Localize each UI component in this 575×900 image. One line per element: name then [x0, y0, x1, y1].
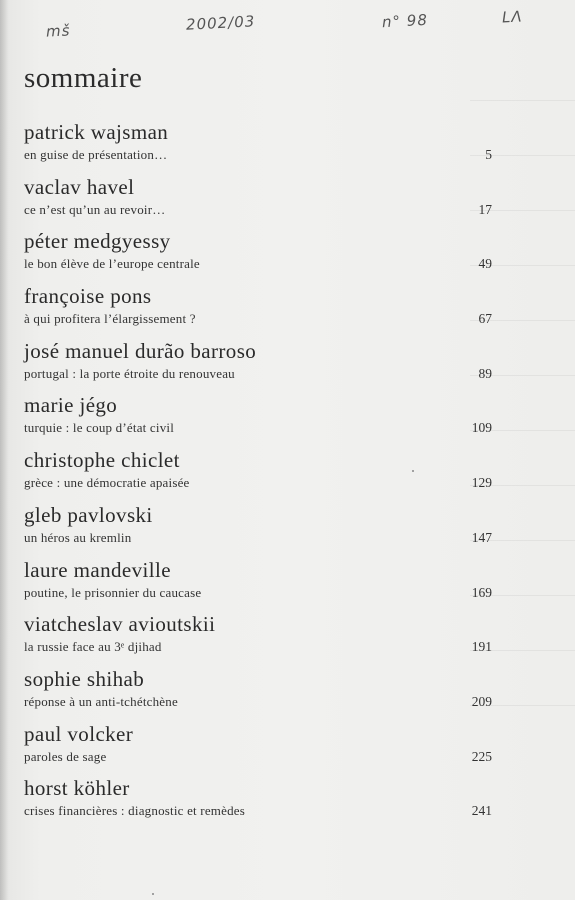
toc-entry	[24, 339, 492, 394]
toc-entry	[24, 229, 492, 284]
handwritten-mark-left: mš	[45, 21, 71, 41]
toc-article-title: la russie face au 3ᵉ djihad	[24, 639, 162, 655]
toc-entry	[24, 667, 492, 722]
toc-author: françoise pons	[24, 284, 152, 309]
table-of-contents	[24, 120, 492, 831]
toc-page-number: 169	[471, 584, 492, 600]
toc-article-title: poutine, le prisonnier du caucase	[24, 584, 202, 600]
toc-author: sophie shihab	[24, 666, 145, 691]
toc-page-number: 89	[478, 365, 492, 381]
toc-author: péter medgyessy	[24, 229, 171, 254]
toc-page-number: 209	[471, 693, 492, 709]
toc-page-number: 67	[478, 311, 492, 327]
paper-speck	[152, 893, 154, 895]
page-title: sommaire	[24, 62, 143, 94]
toc-author: gleb pavlovski	[24, 502, 153, 527]
toc-page-number: 109	[471, 420, 492, 436]
toc-page-number: 241	[471, 803, 492, 819]
toc-entry	[24, 612, 492, 667]
toc-author: josé manuel durão barroso	[24, 338, 257, 363]
toc-author: vaclav havel	[24, 174, 135, 199]
toc-article-title: portugal : la porte étroite du renouveau	[24, 365, 235, 381]
toc-entry	[24, 503, 492, 558]
toc-entry	[24, 393, 492, 448]
toc-entry	[24, 776, 492, 831]
toc-article-title: le bon élève de l’europe centrale	[24, 256, 200, 272]
toc-author: horst köhler	[24, 776, 130, 801]
toc-article-title: paroles de sage	[24, 748, 107, 764]
toc-entry	[24, 120, 492, 175]
toc-page-number: 191	[471, 639, 492, 655]
toc-article-title: ce n’est qu’un au revoir…	[24, 201, 166, 217]
toc-article-title: turquie : le coup d’état civil	[24, 420, 175, 436]
toc-page-number: 49	[478, 256, 492, 272]
toc-entry	[24, 448, 492, 503]
toc-article-title: à qui profitera l’élargissement ?	[24, 311, 196, 327]
toc-entry	[24, 722, 492, 777]
toc-page-number: 5	[485, 147, 492, 162]
toc-author: christophe chiclet	[24, 448, 180, 473]
toc-author: patrick wajsman	[24, 120, 169, 144]
toc-article-title: réponse à un anti-tchétchène	[24, 693, 178, 709]
handwritten-issue-number: n° 98	[381, 10, 429, 32]
toc-entry	[24, 558, 492, 613]
toc-article-title: crises financières : diagnostic et remèdes	[24, 803, 246, 819]
paper-speck	[412, 470, 414, 472]
toc-page-number: 225	[471, 748, 492, 764]
toc-author: laure mandeville	[24, 557, 171, 582]
toc-page-number: 147	[471, 529, 492, 545]
toc-author: paul volcker	[24, 721, 134, 746]
handwritten-date: 2002/03	[185, 12, 256, 34]
toc-author: marie jégo	[24, 393, 118, 418]
toc-article-title: grèce : une démocratie apaisée	[24, 475, 190, 491]
toc-page-number: 17	[478, 201, 492, 217]
handwritten-mark-right: LɅ	[501, 7, 524, 27]
gutter-shadow	[0, 0, 8, 900]
toc-entry	[24, 175, 492, 230]
toc-article-title: en guise de présentation…	[24, 147, 168, 162]
toc-article-title: un héros au kremlin	[24, 529, 132, 545]
toc-entry	[24, 284, 492, 339]
toc-author: viatcheslav avioutskii	[24, 612, 216, 637]
toc-page-number: 129	[471, 475, 492, 491]
